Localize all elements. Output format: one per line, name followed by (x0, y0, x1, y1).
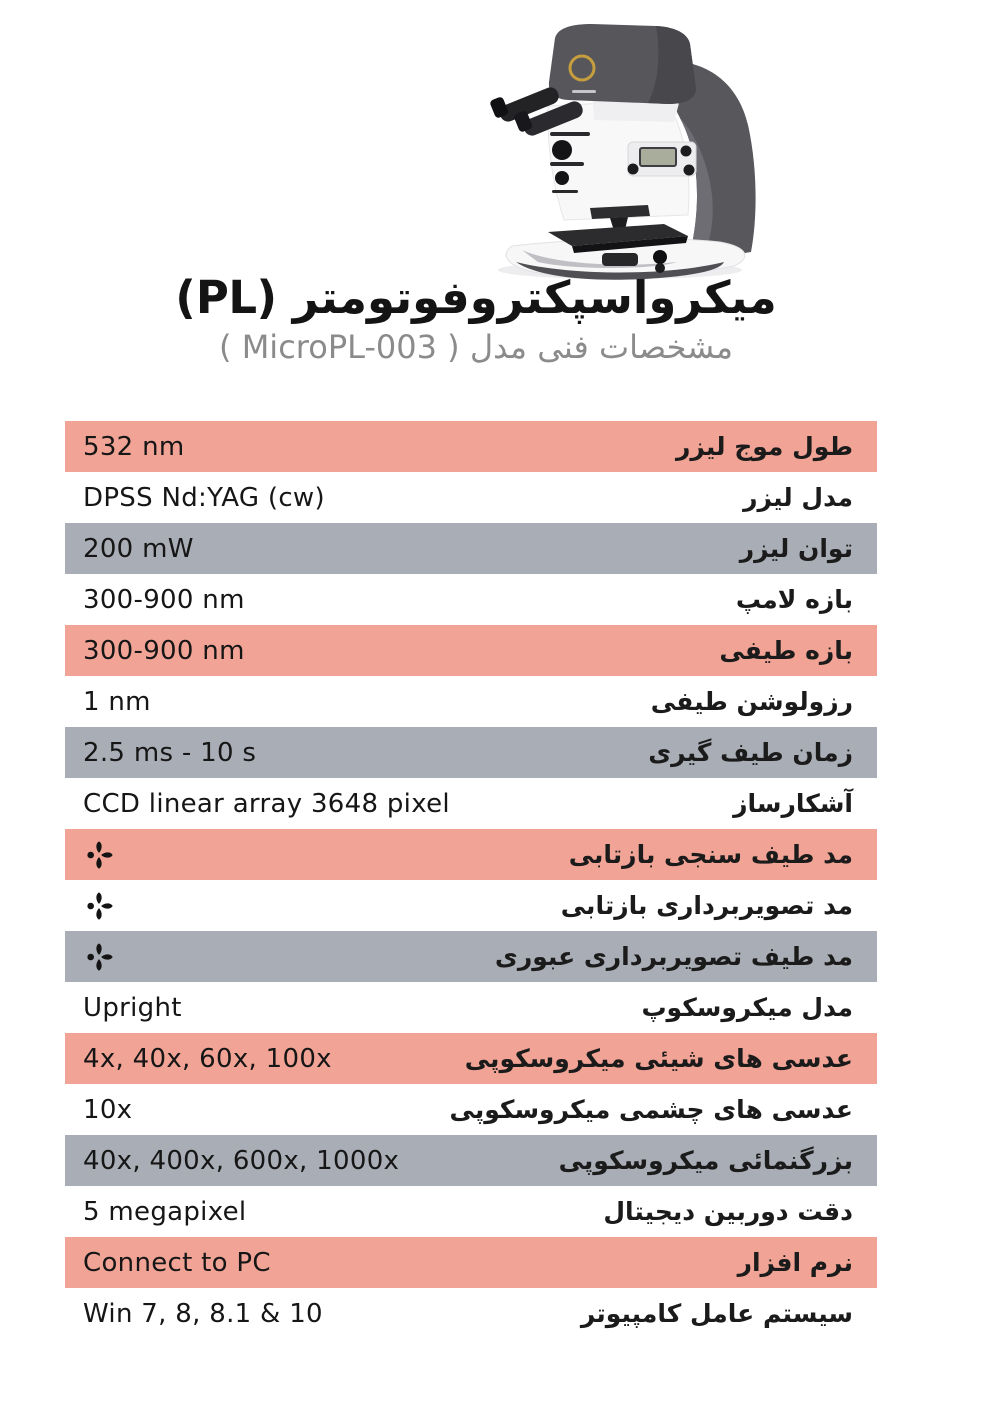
spec-row (65, 1084, 877, 1135)
page-title: میکرواسپکتروفوتومتر (PL) (175, 271, 777, 324)
spec-label: عدسی های چشمی میکروسکوپی (449, 1095, 853, 1124)
spec-value: 5 megapixel (83, 1196, 247, 1227)
spec-row (65, 472, 877, 523)
spec-row (65, 676, 877, 727)
spec-value: 300-900 nm (83, 635, 245, 666)
spec-label: نرم افزار (737, 1248, 853, 1277)
spec-row (65, 931, 877, 982)
spec-feature-mark (83, 941, 115, 973)
four-petal-asterisk-icon (83, 839, 115, 871)
spec-value: 300-900 nm (83, 584, 245, 615)
spec-value: DPSS Nd:YAG (cw) (83, 482, 325, 513)
spec-row (65, 1186, 877, 1237)
spec-label: آشکارساز (733, 789, 853, 818)
spec-value: 200 mW (83, 533, 194, 564)
spec-label: مدل میکروسکوپ (641, 993, 853, 1022)
spec-row (65, 1237, 877, 1288)
spec-value: Upright (83, 992, 182, 1023)
spec-label: عدسی های شیئی میکروسکوپی (464, 1044, 853, 1073)
heading (0, 272, 952, 366)
spec-value: 4x, 40x, 60x, 100x (83, 1043, 332, 1074)
spec-value: 1 nm (83, 686, 151, 717)
spec-row (65, 1135, 877, 1186)
spec-label: بازه طیفی (719, 636, 853, 665)
spec-row (65, 727, 877, 778)
spec-feature-mark (83, 890, 115, 922)
spec-value: Connect to PC (83, 1247, 271, 1278)
spec-row (65, 829, 877, 880)
spec-label: بازه لامپ (735, 585, 853, 614)
spec-label: رزولوشن طیفی (650, 687, 853, 716)
spec-value: 532 nm (83, 431, 185, 462)
spec-label: سیستم عامل کامپیوتر (580, 1299, 853, 1328)
spec-value: 10x (83, 1094, 133, 1125)
spec-label: مد تصویربرداری بازتابی (560, 891, 853, 920)
spec-value: Win 7, 8, 8.1 & 10 (83, 1298, 323, 1329)
spec-row (65, 421, 877, 472)
four-petal-asterisk-icon (83, 890, 115, 922)
spec-label: بزرگنمائی میکروسکوپی (558, 1146, 853, 1175)
four-petal-asterisk-icon (83, 941, 115, 973)
spec-label: دقت دوربین دیجیتال (603, 1197, 853, 1226)
spec-row (65, 880, 877, 931)
spec-feature-mark (83, 839, 115, 871)
microscope-image (452, 10, 782, 285)
spec-row (65, 982, 877, 1033)
spec-row (65, 625, 877, 676)
spec-label: توان لیزر (739, 534, 853, 563)
spec-value: 2.5 ms - 10 s (83, 737, 257, 768)
spec-value: CCD linear array 3648 pixel (83, 788, 450, 819)
spec-label: زمان طیف گیری (648, 738, 853, 767)
spec-row (65, 778, 877, 829)
spec-label: مد طیف تصویربرداری عبوری (494, 942, 853, 971)
spec-label: طول موج لیزر (675, 432, 853, 461)
spec-value: 40x, 400x, 600x, 1000x (83, 1145, 400, 1176)
spec-label: مد طیف سنجی بازتابی (568, 840, 853, 869)
spec-row (65, 574, 877, 625)
page-subtitle: مشخصات فنی مدل ( MicroPL-003 ) (219, 327, 733, 366)
spec-row (65, 1288, 877, 1339)
spec-label: مدل لیزر (743, 483, 853, 512)
spec-row (65, 1033, 877, 1084)
spec-table (65, 421, 877, 1339)
upright-microscope-illustration (452, 10, 782, 285)
spec-row (65, 523, 877, 574)
